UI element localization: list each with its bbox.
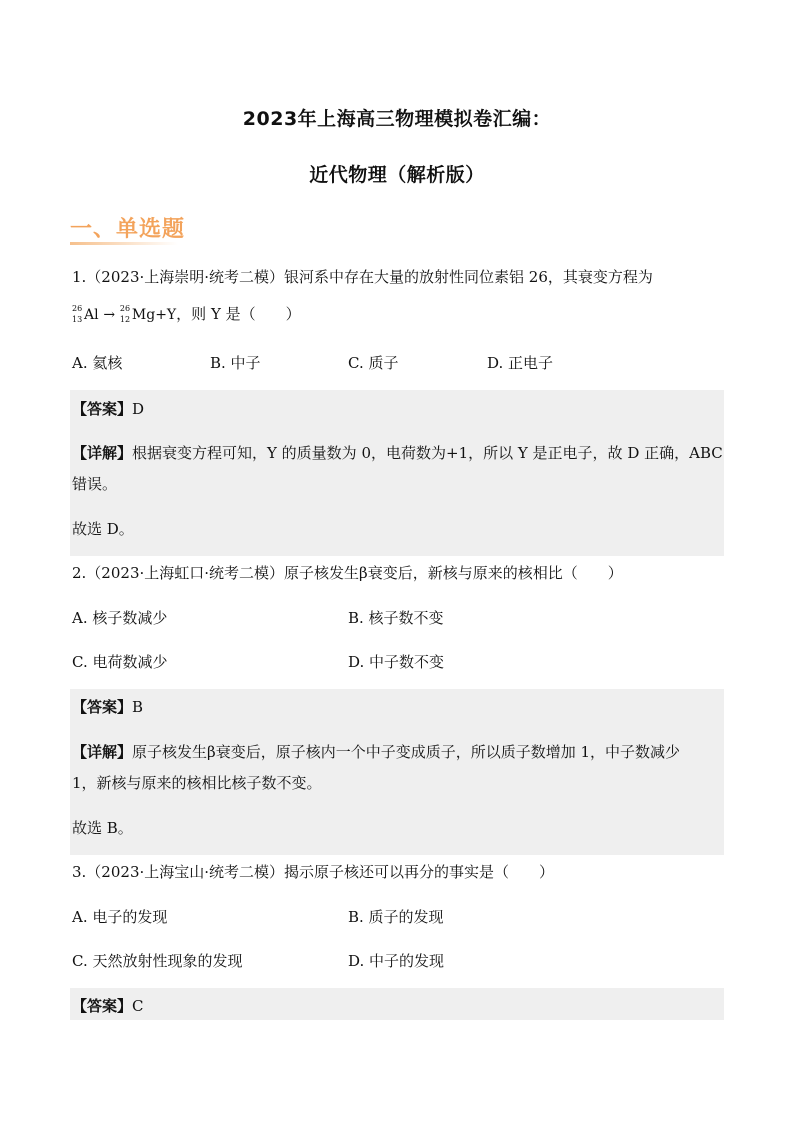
document-title: 2023年上海高三物理模拟卷汇编：: [242, 108, 552, 130]
q2-option-b: B. 核子数不变: [348, 609, 444, 627]
q1-detail-line2: 错误。: [72, 475, 118, 493]
q1-answer: 【答案】D: [72, 400, 145, 418]
section-heading: [70, 212, 185, 243]
al-symbol: Al: [84, 307, 99, 323]
q3-option-d: D. 中子的发现: [348, 952, 445, 970]
question-1-stem: 1.（2023·上海崇明·统考二模）银河系中存在大量的放射性同位素铝 26，其衰变方程为: [72, 268, 653, 286]
al-nuclide-numbers: 26 13: [72, 304, 83, 324]
section-title: 一、单选题: [70, 217, 186, 242]
question-3-stem: 3.（2023·上海宝山·统考二模）揭示原子核还可以再分的事实是（ ）: [72, 863, 555, 881]
q3-answer: 【答案】C: [72, 997, 144, 1015]
q1-option-b: B. 中子: [210, 354, 261, 372]
q2-option-d: D. 中子数不变: [348, 653, 445, 671]
q2-detail-line2: 1，新核与原来的核相比核子数不变。: [72, 774, 322, 792]
document-subtitle: 近代物理（解析版）: [309, 164, 485, 186]
q3-option-c: C. 天然放射性现象的发现: [72, 952, 243, 970]
mg-nuclide-numbers: 26 12: [119, 304, 131, 324]
q2-detail-line1: 【详解】原子核发生β衰变后，原子核内一个中子变成质子，所以质子数增加 1，中子数减少: [72, 743, 681, 761]
equation-tail: ，则 Y 是（ ）: [176, 305, 301, 323]
q1-option-a: A. 氦核: [72, 354, 123, 372]
q2-conclusion: 故选 B。: [72, 819, 133, 837]
q1-detail-line1: 【详解】根据衰变方程可知，Y 的质量数为 0，电荷数为+1，所以 Y 是正电子，故 D 正确，ABC: [72, 444, 723, 462]
q2-option-a: A. 核子数减少: [72, 609, 168, 627]
q1-answer-box: [70, 390, 724, 556]
q3-option-a: A. 电子的发现: [72, 908, 168, 926]
section-underline: [70, 242, 178, 245]
q2-option-c: C. 电荷数减少: [72, 653, 168, 671]
reaction-arrow-icon: →: [103, 307, 116, 323]
question-1-equation: [72, 303, 301, 324]
mg-symbol: Mg+Y: [131, 307, 177, 323]
q1-option-d: D. 正电子: [487, 354, 554, 372]
q2-answer: 【答案】B: [72, 698, 144, 716]
question-2-stem: 2.（2023·上海虹口·统考二模）原子核发生β衰变后，新核与原来的核相比（ ）: [72, 564, 623, 582]
q1-conclusion: 故选 D。: [72, 520, 134, 538]
q1-option-c: C. 质子: [348, 354, 399, 372]
q3-answer-box: [70, 988, 724, 1020]
q3-option-b: B. 质子的发现: [348, 908, 444, 926]
